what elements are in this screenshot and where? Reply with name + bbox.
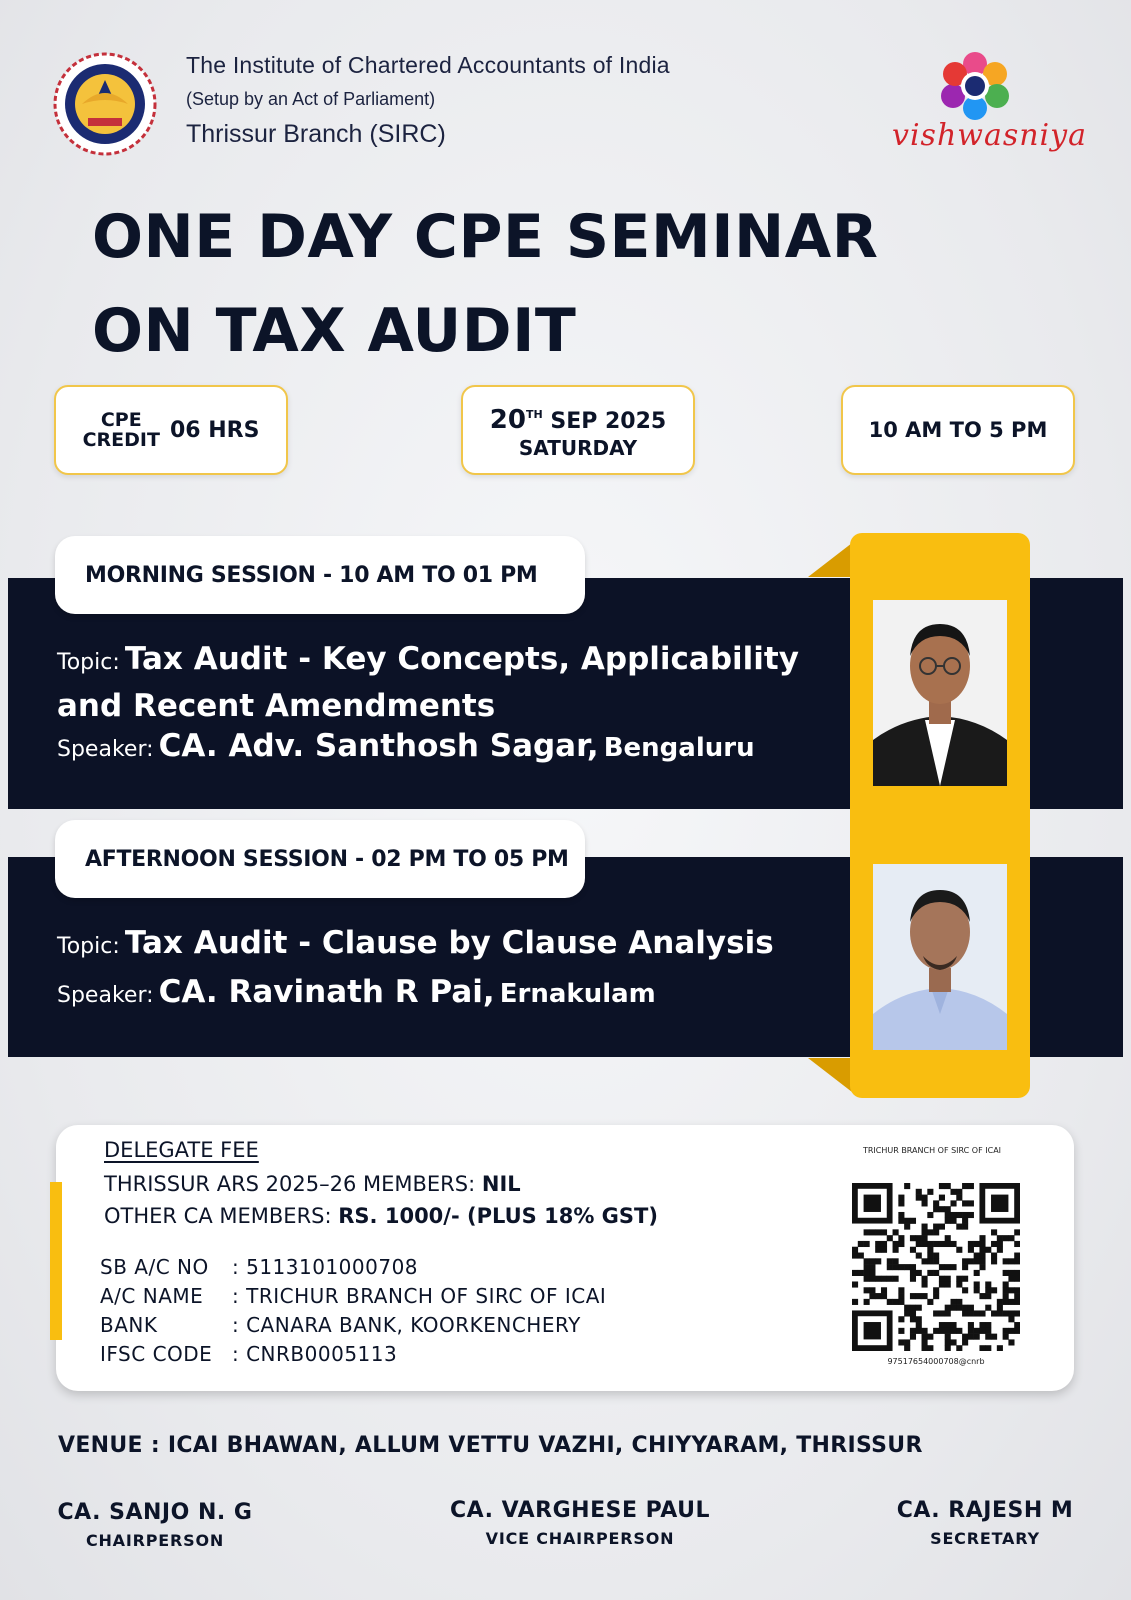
title-line-2: ON TAX AUDIT	[92, 296, 577, 366]
fee-ars-label: THRISSUR ARS 2025–26 MEMBERS:	[104, 1172, 476, 1196]
cpe-credit-box	[54, 385, 288, 475]
morning-speaker-location: Bengaluru	[603, 733, 755, 763]
morning-speaker	[57, 728, 755, 764]
cpe-credit-value: 06 HRS	[169, 417, 260, 443]
fee-other-label: OTHER CA MEMBERS:	[104, 1204, 332, 1228]
date-box	[461, 385, 695, 475]
institute-subtitle: (Setup by an Act of Parliament)	[186, 89, 436, 109]
qr-caption: TRICHUR BRANCH OF SIRC OF ICAI	[862, 1146, 1002, 1155]
morning-session-pill: MORNING SESSION - 10 AM TO 01 PM	[55, 536, 585, 614]
date-suffix: TH	[525, 407, 543, 421]
speaker-photo-ravinath	[873, 864, 1007, 1050]
signatory-chairperson	[40, 1500, 270, 1550]
bank-row-ifsc	[100, 1342, 397, 1366]
signatory-name: CA. RAJESH M	[896, 1498, 1074, 1523]
cpe-label-line1: CPE	[100, 409, 142, 431]
bank-value: : CANARA BANK, KOORKENCHERY	[232, 1313, 581, 1337]
bank-row-account-no	[100, 1255, 418, 1279]
bank-row-bank	[100, 1313, 581, 1337]
morning-topic	[57, 638, 837, 732]
bank-key: A/C NAME	[100, 1284, 204, 1308]
fee-other-value: RS. 1000/- (PLUS 18% GST)	[338, 1204, 658, 1228]
date-line	[490, 401, 666, 436]
morning-speaker-name: CA. Adv. Santhosh Sagar,	[158, 728, 599, 764]
cpe-credit-label	[83, 410, 160, 450]
afternoon-speaker	[57, 974, 656, 1010]
bank-key: IFSC CODE	[100, 1342, 213, 1366]
vishwasniya-wordmark: vishwasniya	[892, 118, 1087, 153]
time-value: 10 AM TO 5 PM	[868, 418, 1048, 442]
signatory-role: SECRETARY	[930, 1529, 1040, 1548]
fee-ars-value: NIL	[481, 1172, 521, 1196]
date-month-year: SEP 2025	[550, 408, 667, 434]
signatory-vice-chairperson	[440, 1498, 720, 1548]
delegate-fee-title: DELEGATE FEE	[104, 1138, 259, 1162]
afternoon-topic-line1: Tax Audit - Clause by Clause Analysis	[124, 925, 774, 961]
bank-value: : TRICHUR BRANCH OF SIRC OF ICAI	[232, 1284, 607, 1308]
institute-name: The Institute of Chartered Accountants of India	[186, 52, 670, 78]
title-line-1: ONE DAY CPE SEMINAR	[92, 202, 879, 272]
icai-logo	[52, 52, 158, 156]
seminar-title	[92, 190, 878, 378]
speaker-label: Speaker:	[57, 983, 154, 1008]
vishwasniya-logo	[935, 46, 1015, 126]
afternoon-speaker-location: Ernakulam	[499, 979, 656, 1009]
fee-card-accent	[50, 1182, 62, 1340]
date-day: 20	[489, 404, 526, 435]
signatory-name: CA. VARGHESE PAUL	[450, 1498, 710, 1523]
panel-fold-bottom	[808, 1058, 852, 1092]
fee-other-members	[104, 1204, 658, 1228]
afternoon-session-pill: AFTERNOON SESSION - 02 PM TO 05 PM	[55, 820, 585, 898]
venue: VENUE : ICAI BHAWAN, ALLUM VETTU VAZHI, CHIYYARAM, THRISSUR	[58, 1433, 923, 1458]
signatory-role: CHAIRPERSON	[85, 1531, 225, 1550]
signatory-secretary	[880, 1498, 1090, 1548]
branch-name: Thrissur Branch (SIRC)	[186, 120, 446, 148]
fee-ars-members	[104, 1172, 521, 1196]
cpe-label-line2: CREDIT	[82, 429, 160, 451]
signatory-name: CA. SANJO N. G	[57, 1500, 253, 1525]
morning-topic-line1: Tax Audit - Key Concepts, Applicability	[124, 641, 799, 677]
topic-label: Topic:	[57, 650, 120, 675]
afternoon-topic	[57, 922, 774, 969]
topic-label: Topic:	[57, 934, 120, 959]
speaker-label: Speaker:	[57, 737, 154, 762]
panel-fold-top	[808, 543, 852, 577]
bank-row-account-name	[100, 1284, 606, 1308]
payment-qr-code	[852, 1183, 1020, 1351]
bank-key: BANK	[100, 1313, 158, 1337]
weekday: SATURDAY	[518, 435, 638, 460]
time-box	[841, 385, 1075, 475]
bank-value: : CNRB0005113	[232, 1342, 398, 1366]
morning-topic-line2: and Recent Amendments	[57, 688, 496, 724]
bank-value: : 5113101000708	[232, 1255, 419, 1279]
afternoon-speaker-name: CA. Ravinath R Pai,	[158, 974, 495, 1010]
signatory-role: VICE CHAIRPERSON	[485, 1529, 675, 1548]
qr-upi-id: 97517654000708@cnrb	[887, 1357, 985, 1366]
bank-key: SB A/C NO	[100, 1255, 209, 1279]
speaker-photo-santhosh	[873, 600, 1007, 786]
